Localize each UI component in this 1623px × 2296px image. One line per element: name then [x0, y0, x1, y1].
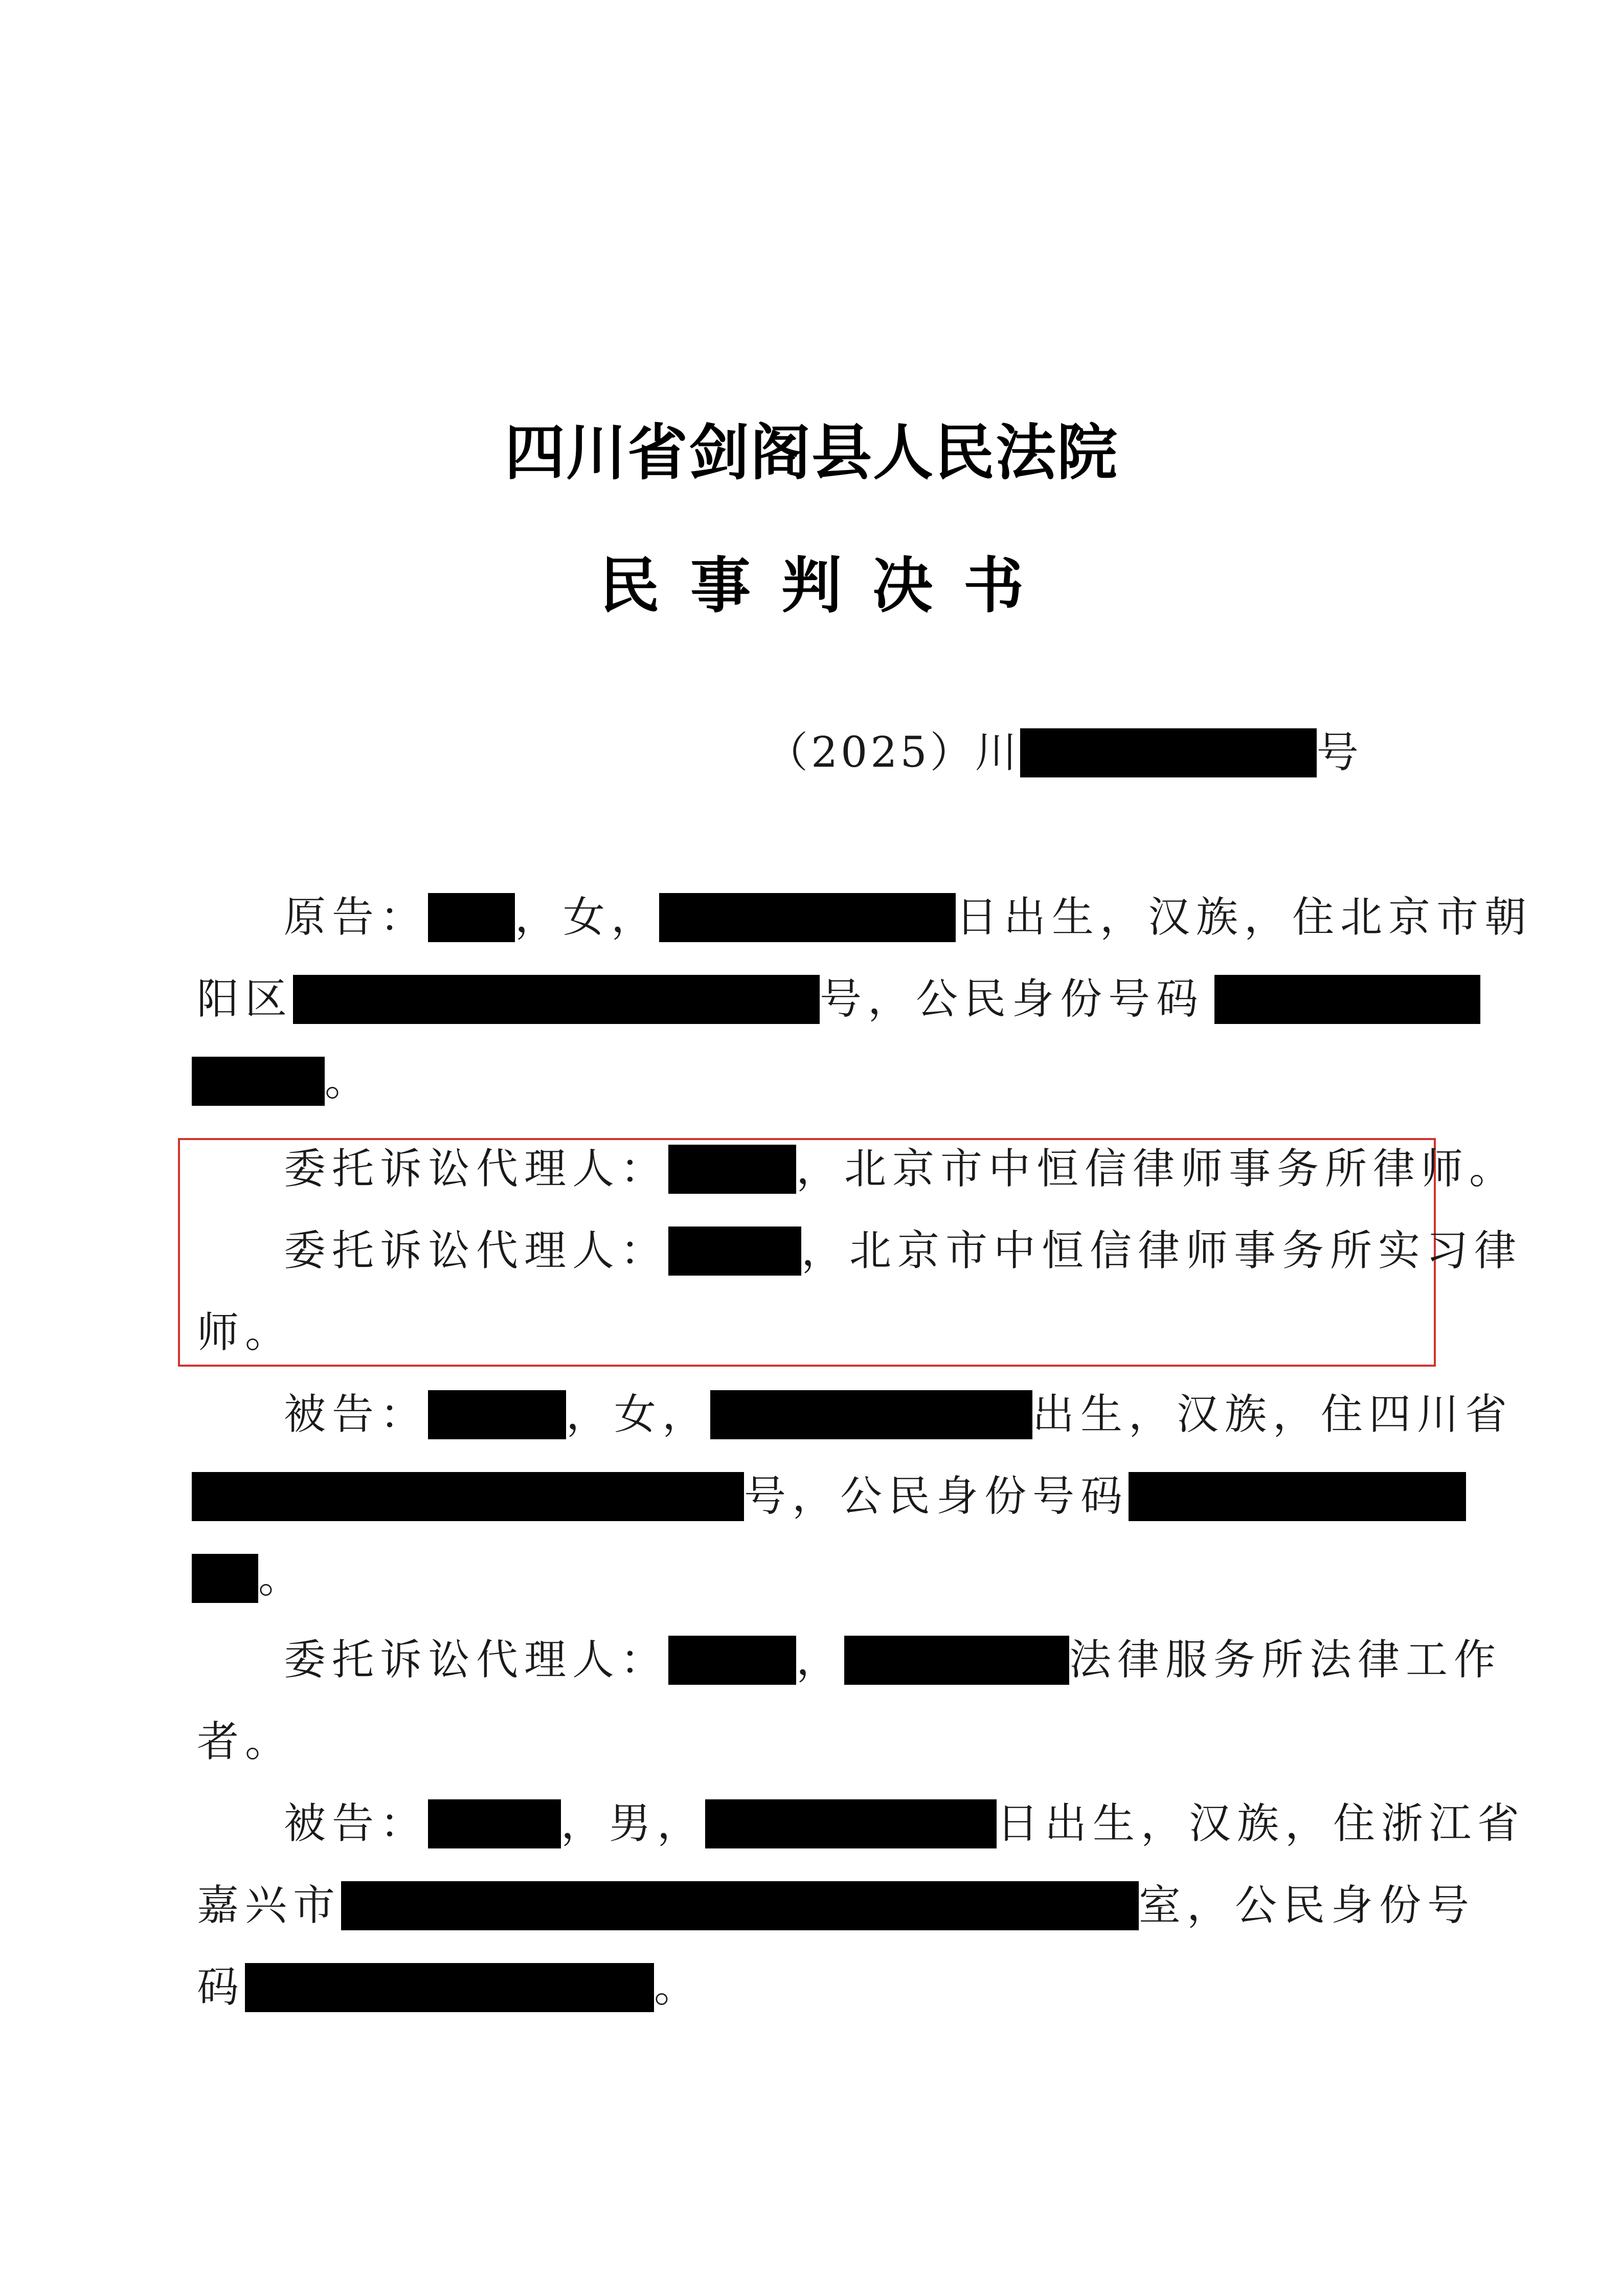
- defendant-2-line-1: [284, 1798, 1525, 1849]
- redaction-block: [428, 1799, 561, 1848]
- agent-firm: ，北京市中恒信律师事务所实习律: [801, 1227, 1523, 1275]
- agent-firm: 法律服务所法律工作: [1069, 1636, 1502, 1684]
- redaction-block: [710, 1390, 1032, 1439]
- redaction-block: [293, 975, 820, 1024]
- document-type: 民事判决书: [599, 550, 1054, 621]
- case-number: [766, 727, 1362, 778]
- redaction-block: [668, 1227, 801, 1276]
- redaction-block: [428, 1390, 566, 1439]
- case-number-prefix: （2025）川: [766, 728, 1020, 777]
- redaction-block: [192, 1057, 325, 1106]
- redaction-block: [659, 893, 956, 942]
- defendant-label: 被告：: [284, 1799, 429, 1848]
- defendant-gender: ，女，: [566, 1390, 711, 1439]
- redaction-block: [844, 1636, 1069, 1685]
- redaction-block: [705, 1799, 997, 1848]
- redaction-block: [245, 1963, 654, 2012]
- defendant-2-line-2: [197, 1880, 1475, 1931]
- plaintiff-agent-2-line-2: [197, 1307, 293, 1358]
- defendant-2-line-3: [197, 1962, 702, 2013]
- court-name: 四川省剑阁县人民法院: [504, 417, 1118, 488]
- plaintiff-label: 原告：: [284, 893, 429, 942]
- redaction-block: [1129, 1472, 1466, 1521]
- defendant-birth-residence: 日出生，汉族，住浙江省: [997, 1799, 1526, 1848]
- defendant-gender: ，男，: [561, 1799, 706, 1848]
- agent-label: 委托诉讼代理人：: [284, 1145, 669, 1193]
- agent-comma: ，: [796, 1636, 845, 1684]
- defendant-city: 嘉兴市: [197, 1881, 342, 1930]
- defendant-birth-residence: 出生，汉族，住四川省: [1032, 1390, 1514, 1439]
- plaintiff-line-1: [284, 892, 1532, 943]
- defendant-id-label: 室，公民身份号: [1139, 1881, 1476, 1930]
- defendant-1-line-1: [284, 1389, 1513, 1440]
- redaction-block: [1020, 728, 1317, 777]
- plaintiff-end: 。: [325, 1057, 373, 1105]
- defendant-label: 被告：: [284, 1390, 429, 1439]
- redaction-block: [668, 1145, 796, 1194]
- defendant-id-label: 号，公民身份号码: [744, 1472, 1129, 1521]
- redaction-block: [1214, 975, 1480, 1024]
- case-number-suffix: 号: [1316, 728, 1362, 777]
- agent-firm: ，北京市中恒信律师事务所律师。: [796, 1145, 1518, 1193]
- redaction-block: [341, 1881, 1139, 1930]
- agent-label: 委托诉讼代理人：: [284, 1636, 669, 1684]
- defendant-1-agent-line-1: [284, 1635, 1502, 1686]
- agent-title-end: 者。: [197, 1718, 294, 1766]
- plaintiff-id-label: 号，公民身份号码: [820, 975, 1205, 1023]
- redaction-block: [192, 1472, 744, 1521]
- defendant-id-label-cont: 码: [197, 1963, 245, 2012]
- plaintiff-agent-2-line-1: [284, 1225, 1522, 1277]
- plaintiff-agent-1-line: [284, 1144, 1517, 1195]
- defendant-end: 。: [258, 1554, 307, 1602]
- redaction-block: [192, 1554, 258, 1603]
- plaintiff-line-3: [192, 1056, 373, 1107]
- plaintiff-gender: ，女，: [515, 893, 660, 942]
- agent-title-end: 师。: [197, 1308, 294, 1357]
- plaintiff-district: 阳区: [197, 975, 294, 1023]
- agent-label: 委托诉讼代理人：: [284, 1227, 669, 1275]
- plaintiff-birth-residence: 日出生，汉族，住北京市朝: [956, 893, 1533, 942]
- defendant-1-line-2: [192, 1471, 1466, 1522]
- defendant-1-line-3: [192, 1553, 306, 1604]
- plaintiff-line-2: [197, 974, 1480, 1025]
- defendant-end: 。: [654, 1963, 703, 2012]
- redaction-block: [668, 1636, 796, 1685]
- redaction-block: [428, 893, 515, 942]
- defendant-1-agent-line-2: [197, 1717, 293, 1768]
